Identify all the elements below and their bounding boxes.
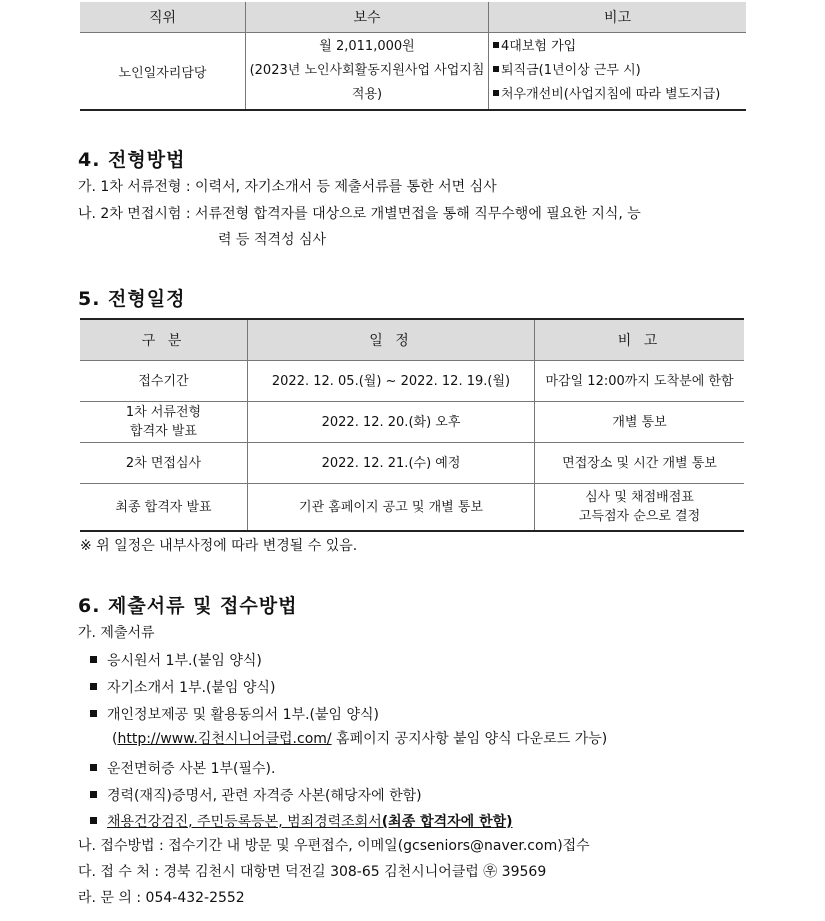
square-bullet-icon [493,42,499,48]
section-4-title: 4. 전형방법 [78,149,186,171]
header-schedule: 일 정 [248,319,535,361]
table-row [80,443,744,484]
download-note: (http://www.김천시니어클럽.com/ 홈페이지 공지사항 붙임 양식 다운로드 가능) [112,731,608,747]
s6-item-d: 라. 문 의 : 054-432-2552 [78,890,245,906]
schedule-header [80,319,744,361]
s4-item-b: 나. 2차 면접시험 : 서류전형 합격자를 대상으로 개별면접을 통해 직무수행에 필요한 지식, 능 [78,206,641,222]
section-6-title: 6. 제출서류 및 접수방법 [78,595,298,617]
pay-amount: 월 2,011,000원 [319,39,415,54]
s4-item-a: 가. 1차 서류전형 : 이력서, 자기소개서 등 제출서류를 통한 서면 심사 [78,179,497,195]
schedule-cell: 2022. 12. 05.(월) ~ 2022. 12. 19.(월) [248,361,535,402]
note-item: 처우개선비(사업지침에 따라 별도지급) [493,83,742,107]
position-cell: 노인일자리담당 [80,33,246,111]
header-pay: 보수 [246,2,489,33]
remarks-cell: 개별 통보 [535,402,745,443]
s6-item-a: 가. 제출서류 [78,625,155,641]
pay-table [80,2,746,111]
header-category: 구 분 [80,319,248,361]
square-bullet-icon [493,66,499,72]
table-row [80,33,746,111]
square-bullet-icon [90,683,97,690]
square-bullet-icon [90,656,97,663]
list-item: 채용건강검진, 주민등록등본, 범죄경력조회서(최종 합격자에 한함) [90,811,513,831]
table-row [80,402,744,443]
pay-table-header [80,2,746,33]
square-bullet-icon [90,791,97,798]
category-cell: 1차 서류전형 합격자 발표 [80,402,248,443]
pay-cell [246,33,489,111]
square-bullet-icon [493,90,499,96]
remarks-cell: 심사 및 채점배점표 고득점자 순으로 결정 [535,484,745,532]
table-row [80,361,744,402]
square-bullet-icon [90,710,97,717]
remarks-cell: 마감일 12:00까지 도착분에 한함 [535,361,745,402]
list-item: 운전면허증 사본 1부(필수). [90,758,275,778]
header-position: 직위 [80,2,246,33]
s6-item-b: 나. 접수방법 : 접수기간 내 방문 및 우편접수, 이메일(gcseniors@naver.com)접수 [78,838,590,854]
remarks-cell: 면접장소 및 시간 개별 통보 [535,443,745,484]
note-item: 퇴직금(1년이상 근무 시) [493,59,742,83]
note-item: 4대보험 가입 [493,35,742,59]
category-cell: 최종 합격자 발표 [80,484,248,532]
schedule-cell: 기관 홈페이지 공고 및 개별 통보 [248,484,535,532]
schedule-cell: 2022. 12. 21.(수) 예정 [248,443,535,484]
notes-cell [489,33,747,111]
section-5-title: 5. 전형일정 [78,288,186,310]
list-item: 응시원서 1부.(붙임 양식) [90,650,262,670]
category-cell: 2차 면접심사 [80,443,248,484]
list-item: 경력(재직)증명서, 관련 자격증 사본(해당자에 한함) [90,785,422,805]
header-notes: 비고 [489,2,747,33]
header-remarks: 비 고 [535,319,745,361]
schedule-cell: 2022. 12. 20.(화) 오후 [248,402,535,443]
schedule-table [80,318,744,532]
square-bullet-icon [90,817,97,824]
schedule-note: ※ 위 일정은 내부사정에 따라 변경될 수 있음. [80,538,358,554]
s4-item-b-cont: 력 등 적격성 심사 [218,232,327,248]
list-item: 자기소개서 1부.(붙임 양식) [90,677,275,697]
pay-basis: (2023년 노인사회활동지원사업 사업지침 적용) [249,63,485,102]
category-cell: 접수기간 [80,361,248,402]
s6-item-c: 다. 접 수 처 : 경북 김천시 대항면 덕전길 308-65 김천시니어클럽 ㉾ 39569 [78,864,547,880]
square-bullet-icon [90,764,97,771]
homepage-link[interactable]: http://www.김천시니어클럽.com/ [117,731,332,747]
table-row [80,484,744,532]
list-item: 개인정보제공 및 활용동의서 1부.(붙임 양식) [90,704,379,724]
